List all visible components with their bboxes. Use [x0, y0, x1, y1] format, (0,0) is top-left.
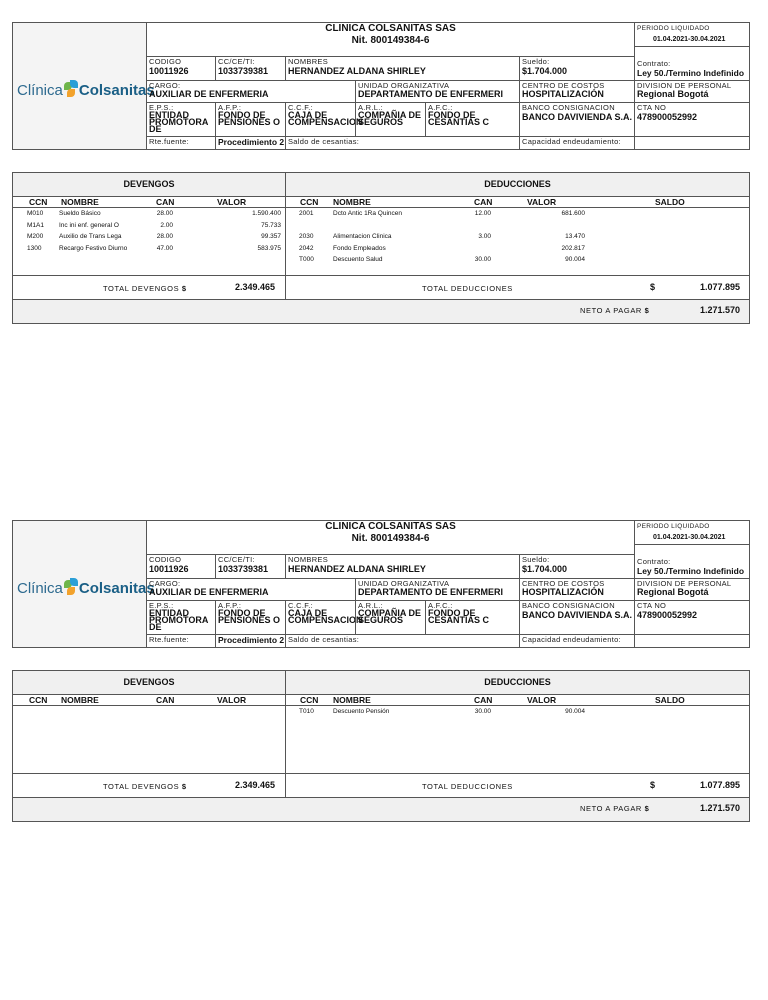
total-devengos-label: TOTAL DEVENGOS — [103, 284, 180, 293]
devengo-row-valor: 1.590.400 — [252, 210, 281, 217]
cta-value: 478900052992 — [637, 112, 698, 122]
col-nombre-ded: NOMBRE — [333, 197, 371, 207]
neto-value: 1.271.570 — [700, 803, 741, 813]
neto-label: NETO A PAGAR — [580, 804, 642, 813]
afp-label: A.F.P.: — [218, 601, 242, 610]
periodo-cell — [634, 23, 749, 47]
contrato-label: Contrato: — [637, 557, 671, 566]
payslip-1 — [12, 22, 750, 324]
codigo-label: CODIGO — [149, 57, 182, 66]
deduccion-row-nombre: Descuento Salud — [333, 256, 383, 263]
col-ccn-ded: CCN — [300, 695, 319, 705]
centro-value: HOSPITALIZACIÓN — [522, 587, 604, 597]
col-ccn: CCN — [29, 197, 48, 207]
eps-label: E.P.S.: — [149, 601, 174, 610]
cargo-label: CARGO: — [149, 81, 181, 90]
leaf-icon — [64, 80, 78, 98]
ccf-label: C.C.F.: — [288, 103, 314, 112]
banco-label: BANCO CONSIGNACION — [522, 103, 615, 112]
total-devengos-value: 2.349.465 — [235, 780, 276, 790]
employee-name: HERNANDEZ ALDANA SHIRLEY — [288, 66, 426, 76]
total-deducciones-value: 1.077.895 — [700, 780, 741, 790]
afp-label: A.F.P.: — [218, 103, 242, 112]
centro-label: CENTRO DE COSTOS — [522, 579, 605, 588]
col-ccn-ded: CCN — [300, 197, 319, 207]
codigo-label: CODIGO — [149, 555, 182, 564]
contrato-label: Contrato: — [637, 59, 671, 68]
devengo-row-nombre: Recargo Festivo Diurno — [59, 244, 128, 252]
unidad-value: DEPARTAMENTO DE ENFERMERI — [358, 587, 504, 597]
devengo-row-valor: 583.975 — [257, 244, 281, 252]
deduccion-row-can: 30.00 — [474, 708, 491, 715]
devengo-row-nombre: Inc ini enf. general O — [59, 221, 119, 229]
title-cell — [146, 23, 634, 57]
capacidad-label: Capacidad endeudamiento: — [522, 635, 621, 644]
col-nombre-ded: NOMBRE — [333, 695, 371, 705]
cesantias-label: Saldo de cesantias: — [288, 137, 360, 146]
col-valor: VALOR — [217, 695, 247, 705]
unidad-label: UNIDAD ORGANIZATIVA — [358, 81, 450, 90]
arl-value: COMPAÑIA DE SEGUROS — [358, 608, 421, 625]
centro-value: HOSPITALIZACIÓN — [522, 89, 604, 99]
neto-value: 1.271.570 — [700, 305, 741, 315]
deduccion-row-ccn: T000 — [299, 256, 314, 263]
total-devengos-value: 2.349.465 — [235, 282, 276, 292]
periodo-cell — [634, 521, 749, 545]
col-saldo: SALDO — [655, 197, 685, 207]
currency-sign: $ — [644, 804, 650, 813]
eps-value: ENTIDAD PROMOTORA DE — [149, 608, 209, 632]
col-can: CAN — [156, 695, 175, 705]
banco-value: BANCO DAVIVIENDA S.A. — [522, 112, 633, 122]
unidad-value: DEPARTAMENTO DE ENFERMERI — [358, 89, 504, 99]
title-cell — [146, 521, 634, 555]
afp-value: FONDO DE PENSIONES O — [218, 608, 281, 625]
eps-value: ENTIDAD PROMOTORA DE — [149, 110, 209, 134]
sueldo-label: Sueldo: — [522, 555, 550, 564]
deduccion-row-can: 12.00 — [474, 210, 491, 217]
deduccion-row-nombre: Alimentacion Clinica — [333, 233, 392, 240]
currency-sign: $ — [650, 780, 656, 790]
capacidad-label: Capacidad endeudamiento: — [522, 137, 621, 146]
arl-value: COMPAÑIA DE SEGUROS — [358, 110, 421, 127]
cc-value: 1033739381 — [218, 564, 269, 574]
devengos-heading: DEVENGOS — [13, 671, 285, 695]
nombres-label: NOMBRES — [288, 555, 329, 564]
cc-value: 1033739381 — [218, 66, 269, 76]
ccf-value: CAJA DE COMPENSACION — [288, 110, 363, 127]
afc-label: A.F.C.: — [428, 103, 453, 112]
deduccion-row-can: 30.00 — [474, 256, 491, 263]
col-valor-ded: VALOR — [527, 197, 557, 207]
sueldo-value: $1.704.000 — [522, 564, 568, 574]
eps-label: E.P.S.: — [149, 103, 174, 112]
afp-value: FONDO DE PENSIONES O — [218, 110, 281, 127]
logo-word-clinica: Clínica — [17, 82, 63, 99]
unidad-label: UNIDAD ORGANIZATIVA — [358, 579, 450, 588]
cc-label: CC/CE/TI: — [218, 57, 255, 66]
contrato-value: Ley 50./Termino Indefinido — [637, 566, 745, 576]
afc-value: FONDO DE CESANTIAS C — [428, 608, 490, 625]
devengo-row-valor: 99.357 — [261, 233, 281, 240]
total-deducciones-value: 1.077.895 — [700, 282, 741, 292]
codigo-value: 10011926 — [149, 564, 189, 574]
col-saldo: SALDO — [655, 695, 685, 705]
sueldo-label: Sueldo: — [522, 57, 550, 66]
cta-value: 478900052992 — [637, 610, 698, 620]
logo-word-colsanitas: Colsanitas — [78, 580, 155, 597]
devengo-row-can: 47.00 — [156, 244, 173, 252]
periodo-label: PERIODO LIQUIDADO — [637, 523, 710, 530]
company-name: CLINICA COLSANITAS SAS — [325, 521, 456, 532]
periodo-value: 01.04.2021-30.04.2021 — [653, 534, 726, 541]
currency-sign: $ — [181, 782, 187, 791]
logo-word-colsanitas: Colsanitas — [78, 82, 155, 99]
col-can-ded: CAN — [474, 197, 493, 207]
payslip-2 — [12, 520, 750, 822]
total-deducciones-label: TOTAL DEDUCCIONES — [422, 782, 513, 791]
nombres-label: NOMBRES — [288, 57, 329, 66]
company-nit: Nit. 800149384-6 — [351, 533, 430, 544]
devengo-row-valor: 75.733 — [261, 221, 281, 229]
ccf-value: CAJA DE COMPENSACION — [288, 608, 363, 625]
col-ccn: CCN — [29, 695, 48, 705]
payslip-header — [12, 520, 750, 648]
cesantias-label: Saldo de cesantias: — [288, 635, 360, 644]
col-can-ded: CAN — [474, 695, 493, 705]
ccf-label: C.C.F.: — [288, 601, 314, 610]
banco-label: BANCO CONSIGNACION — [522, 601, 615, 610]
cc-label: CC/CE/TI: — [218, 555, 255, 564]
devengo-row-ccn: 1300 — [27, 244, 42, 252]
devengo-row-can: 28.00 — [156, 210, 173, 217]
deduccion-row-valor: 202.817 — [561, 244, 585, 252]
deduccion-row-valor: 13.470 — [565, 233, 585, 240]
col-nombre: NOMBRE — [61, 197, 99, 207]
deduccion-row-ccn: 2030 — [299, 233, 314, 240]
currency-sign: $ — [181, 284, 187, 293]
deduccion-row-can: 3.00 — [478, 233, 491, 240]
deduccion-row-ccn: T010 — [299, 708, 314, 715]
deduccion-row-valor: 90.004 — [565, 708, 585, 715]
devengo-row-can: 28.00 — [156, 233, 173, 240]
company-nit: Nit. 800149384-6 — [351, 35, 430, 46]
division-label: DIVISION DE PERSONAL — [637, 579, 732, 588]
centro-label: CENTRO DE COSTOS — [522, 81, 605, 90]
cargo-value: AUXILIAR DE ENFERMERIA — [149, 587, 269, 597]
devengos-deducciones-table — [12, 670, 750, 822]
sueldo-value: $1.704.000 — [522, 66, 568, 76]
arl-label: A.R.L.: — [358, 103, 384, 112]
company-logo — [13, 23, 155, 149]
deduccion-row-nombre: Fondo Empleados — [333, 244, 386, 252]
cta-label: CTA NO — [637, 103, 667, 112]
retefuente-label: Rte.fuente: — [149, 635, 189, 644]
codigo-value: 10011926 — [149, 66, 189, 76]
retefuente-value: Procedimiento 2 — [218, 635, 285, 645]
leaf-icon — [64, 578, 78, 596]
deduccion-row-valor: 90.004 — [565, 256, 585, 263]
devengo-row-ccn: M1A1 — [27, 221, 44, 229]
devengo-row-nombre: Auxilio de Trans Lega — [59, 233, 122, 240]
cargo-value: AUXILIAR DE ENFERMERIA — [149, 89, 269, 99]
total-devengos-label: TOTAL DEVENGOS — [103, 782, 180, 791]
afc-value: FONDO DE CESANTIAS C — [428, 110, 490, 127]
currency-sign: $ — [644, 306, 650, 315]
devengo-row-ccn: M200 — [27, 233, 44, 240]
afc-label: A.F.C.: — [428, 601, 453, 610]
division-label: DIVISION DE PERSONAL — [637, 81, 732, 90]
devengo-row-ccn: M010 — [27, 210, 44, 217]
devengo-row-can: 2.00 — [160, 221, 173, 229]
banco-value: BANCO DAVIVIENDA S.A. — [522, 610, 633, 620]
cargo-label: CARGO: — [149, 579, 181, 588]
total-deducciones-label: TOTAL DEDUCCIONES — [422, 284, 513, 293]
col-valor-ded: VALOR — [527, 695, 557, 705]
deduccion-row-ccn: 2001 — [299, 210, 314, 217]
deduccion-row-ccn: 2042 — [299, 244, 314, 252]
retefuente-value: Procedimiento 2 — [218, 137, 285, 147]
devengos-heading: DEVENGOS — [13, 173, 285, 197]
deducciones-heading: DEDUCCIONES — [286, 173, 749, 197]
division-value: Regional Bogotá — [637, 89, 709, 99]
arl-label: A.R.L.: — [358, 601, 384, 610]
payslip-header — [12, 22, 750, 150]
company-logo — [13, 521, 155, 647]
logo-word-clinica: Clínica — [17, 580, 63, 597]
col-can: CAN — [156, 197, 175, 207]
periodo-value: 01.04.2021-30.04.2021 — [653, 36, 726, 43]
col-valor: VALOR — [217, 197, 247, 207]
retefuente-label: Rte.fuente: — [149, 137, 189, 146]
devengos-deducciones-table — [12, 172, 750, 324]
deduccion-row-nombre: Dcto Antic 1Ra Quincen — [333, 210, 403, 217]
employee-name: HERNANDEZ ALDANA SHIRLEY — [288, 564, 426, 574]
periodo-label: PERIODO LIQUIDADO — [637, 25, 710, 32]
deduccion-row-nombre: Descuento Pensión — [333, 708, 390, 715]
deduccion-row-valor: 681.600 — [561, 210, 585, 217]
company-name: CLINICA COLSANITAS SAS — [325, 23, 456, 34]
deducciones-heading: DEDUCCIONES — [286, 671, 749, 695]
currency-sign: $ — [650, 282, 656, 292]
cta-label: CTA NO — [637, 601, 667, 610]
col-nombre: NOMBRE — [61, 695, 99, 705]
neto-label: NETO A PAGAR — [580, 306, 642, 315]
contrato-value: Ley 50./Termino Indefinido — [637, 68, 745, 78]
devengo-row-nombre: Sueldo Básico — [59, 210, 101, 217]
division-value: Regional Bogotá — [637, 587, 709, 597]
